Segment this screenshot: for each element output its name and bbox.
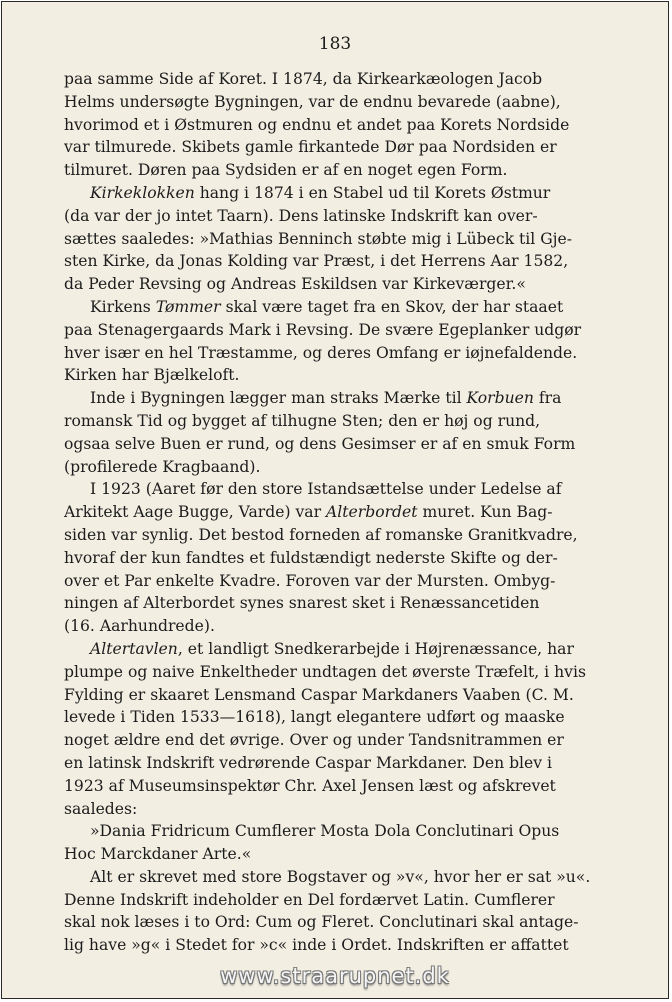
text-line: (da var der jo intet Taarn). Dens latinske Indskrift kan over- (64, 206, 538, 225)
text-line: sættes saaledes: »Mathias Benninch støbte mig i Lübeck til Gje- (64, 229, 572, 248)
italic-term: Altertavlen (90, 639, 178, 658)
text-line: lig have »g« i Stedet for »c« inde i Ordet. Indskriften er affattet (64, 936, 569, 955)
text-line: sten Kirke, da Jonas Kolding var Præst, i det Herrens Aar 1582, (64, 252, 569, 271)
text-line: Altertavlen, et landligt Snedkerarbejde i Højrenæssance, har (90, 639, 574, 658)
text-line: (profilerede Kragbaand). (64, 457, 261, 476)
text-line: over et Par enkelte Kvadre. Foroven var der Mursten. Ombyg- (64, 571, 556, 590)
text-line: skal nok læses i to Ord: Cum og Fleret. Conclutinari skal antage- (64, 913, 579, 932)
text-line: da Peder Revsing og Andreas Eskildsen var Kirkeværger.« (64, 275, 526, 294)
text-line: Kirken har Bjælkeloft. (64, 366, 240, 385)
text-line: noget ældre end det øvrige. Over og under Tandsnitrammen er (64, 731, 564, 750)
text-line: Denne Indskrift indeholder en Del fordærvet Latin. Cumflerer (64, 890, 555, 909)
text-line: Helms undersøgte Bygningen, var de endnu bevarede (aabne), (64, 92, 561, 111)
text-line: 1923 af Museumsinspektør Chr. Axel Jensen læst og afskrevet (64, 776, 556, 795)
text-line: Hoc Marckdaner Arte.« (64, 845, 252, 864)
text-line: Kirkeklokken hang i 1874 i en Stabel ud til Korets Østmur (90, 183, 551, 202)
text-line: hver især en hel Træstamme, og deres Omfang er iøjnefaldende. (64, 343, 578, 362)
text-line: Fylding er skaaret Lensmand Caspar Markdaners Vaaben (C. M. (64, 685, 574, 704)
book-page (1, 1, 669, 999)
italic-term: Kirkeklokken (90, 183, 195, 202)
body-text (64, 68, 609, 957)
italic-term: Korbuen (466, 389, 534, 408)
text-line: ningen af Alterbordet synes snarest sket i Renæssancetiden (64, 594, 540, 613)
text-line: en latinsk Indskrift vedrørende Caspar Markdaner. Den blev i (64, 753, 553, 772)
text-line: saaledes: (64, 799, 138, 818)
italic-term: Alterbordet (326, 503, 418, 522)
text-line: Alt er skrevet med store Bogstaver og »v«, hvor her er sat »u«. (90, 867, 591, 886)
watermark: www.straarupnet.dk (220, 964, 450, 988)
text-line: Arkitekt Aage Bugge, Varde) var Alterbordet muret. Kun Bag- (64, 503, 553, 522)
text-line: var tilmurede. Skibets gamle firkantede Dør paa Nordsiden er (64, 138, 557, 157)
text-line: Kirkens Tømmer skal være taget fra en Skov, der har staaet (90, 297, 564, 316)
text-line: hvoraf der kun fandtes et fuldstændigt nederste Skifte og der- (64, 548, 558, 567)
text-line: siden var synlig. Det bestod forneden af romanske Granitkvadre, (64, 525, 578, 544)
text-line: romansk Tid og bygget af tilhugne Sten; den er høj og rund, (64, 411, 541, 430)
text-line: (16. Aarhundrede). (64, 617, 215, 636)
text-line: ogsaa selve Buen er rund, og dens Gesimser er af en smuk Form (64, 434, 576, 453)
text-line: levede i Tiden 1533—1618), langt elegantere udført og maaske (64, 708, 565, 727)
text-line: paa samme Side af Koret. I 1874, da Kirkearkæologen Jacob (64, 70, 543, 88)
text-line: Inde i Bygningen lægger man straks Mærke til Korbuen fra (90, 389, 562, 408)
text-line: hvorimod et i Østmuren og endnu et andet paa Korets Nordside (64, 115, 570, 134)
text-line: paa Stenagergaards Mark i Revsing. De svære Egeplanker udgør (64, 320, 582, 339)
text-line: »Dania Fridricum Cumflerer Mosta Dola Conclutinari Opus (90, 822, 560, 841)
page-number: 183 (318, 34, 352, 54)
italic-term: Tømmer (155, 297, 221, 316)
text-line: I 1923 (Aaret før den store Istandsættelse under Ledelse af (90, 480, 562, 499)
text-line: tilmuret. Døren paa Sydsiden er af en noget egen Form. (64, 161, 508, 180)
text-line: plumpe og naive Enkeltheder undtagen det øverste Træfelt, i hvis (64, 662, 586, 681)
